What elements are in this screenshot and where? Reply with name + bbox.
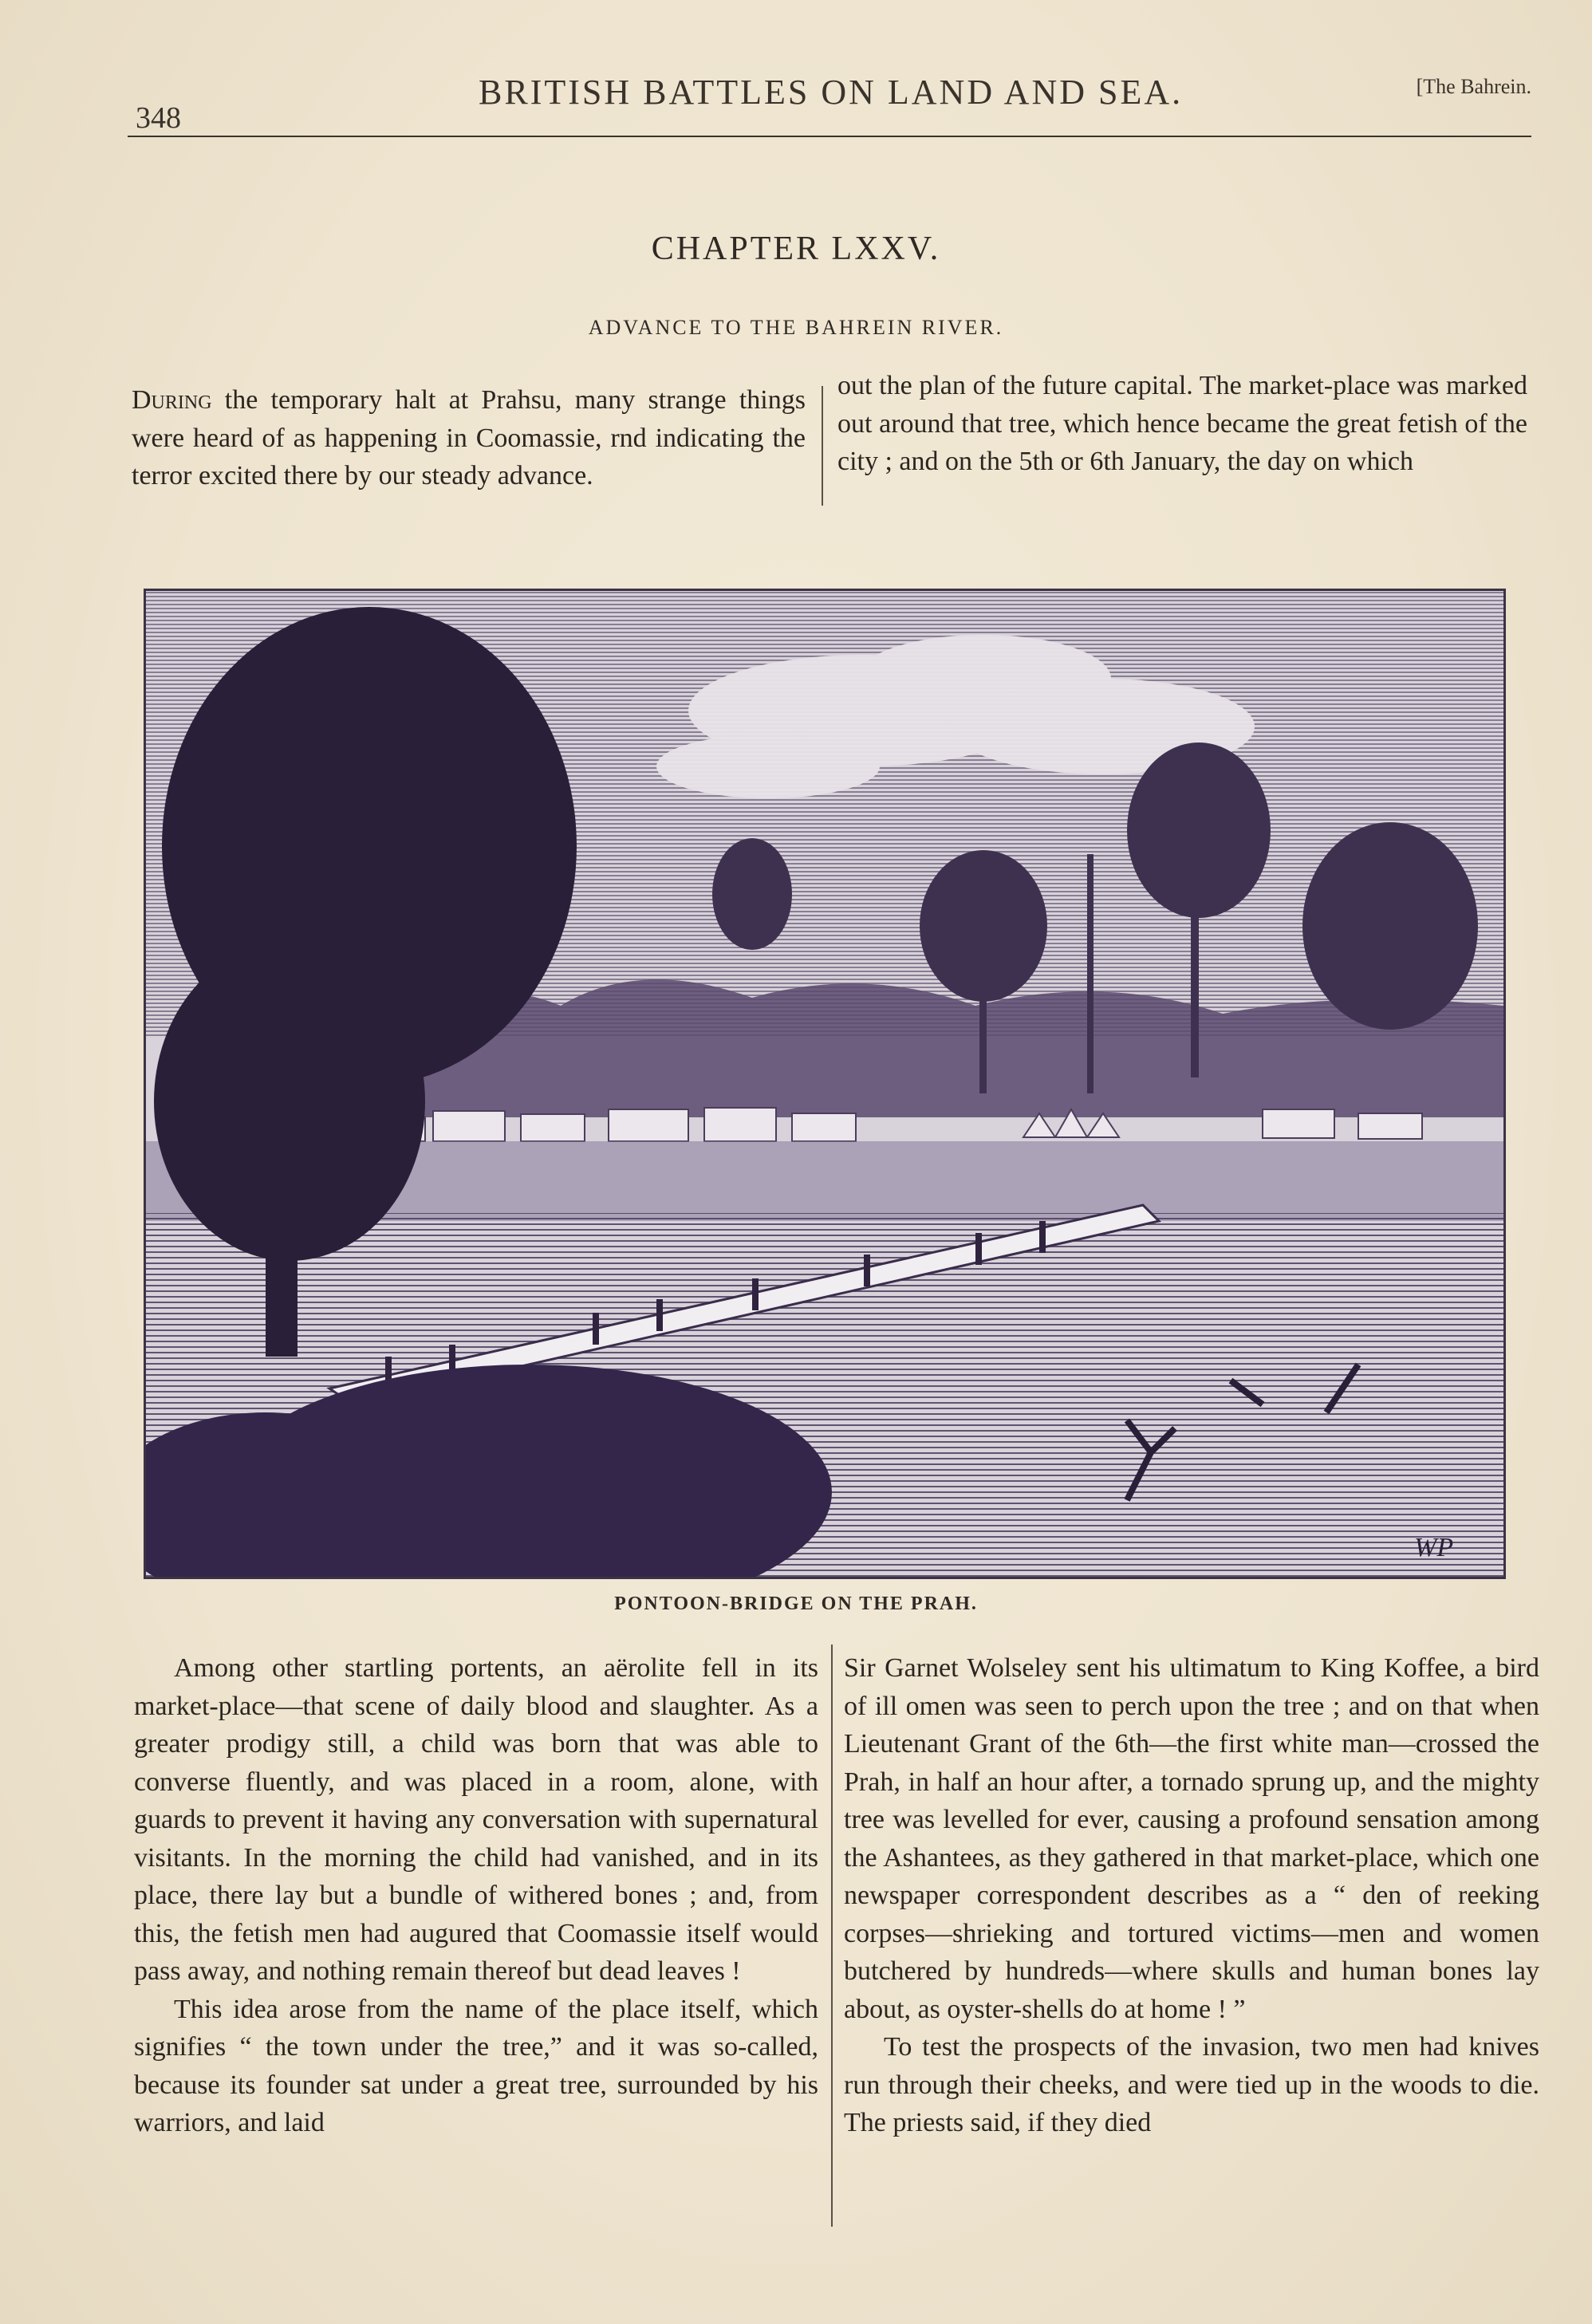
running-title: BRITISH BATTLES ON LAND AND SEA. xyxy=(479,73,1184,112)
paragraph: Sir Garnet Wolseley sent his ultimatum to King Koffee, a bird of ill omen was seen to perch upon the tree ; and on that when Lieutenant Grant of the 6th—the first white man—crossed the Prah, in half an hour after, a tornado sprung up, and the mighty tree was levelled for ever, causing a profound sensation among the Ashantees, as they gathered in that market-place, which one newspaper correspondent describes as a “ den of reeking corpses—shrieking and tortured victims—men and women butchered by hundreds—where skulls and human bones lay about, as oyster-shells do at home ! ” xyxy=(844,1653,1539,2024)
header-rule xyxy=(128,136,1531,137)
page-header xyxy=(128,72,1531,144)
chapter-subtitle: ADVANCE TO THE BAHREIN RIVER. xyxy=(588,316,1004,339)
column-divider xyxy=(822,386,823,506)
paragraph: To test the prospects of the invasion, two men had knives run through their cheeks, and were tied up in the woods to die. The priests said, if they died xyxy=(844,2032,1539,2137)
paragraph: This idea arose from the name of the place itself, which signifies “ the town under the tree,” and it was so-called, because its founder sat under a great tree, surrounded by his warriors, and laid xyxy=(134,1994,818,2137)
chapter-title: CHAPTER LXXV. xyxy=(651,230,941,267)
page-number: 348 xyxy=(136,101,181,135)
illustration-caption: PONTOON-BRIDGE ON THE PRAH. xyxy=(614,1593,978,1614)
paragraph: Among other startling portents, an aërolite fell in its market-place—that scene of daily blood and slaughter. As a greater prodigy still, a child was born that was able to converse fluently, and was placed in a room, alone, with guards to prevent it having any conversation with supernatural visitants. In the morning the child had vanished, and in its place, there lay but a bundle of withered bones ; and, from this, the fetish men had augured that Coomassie itself would pass away, and nothing remain thereof but dead leaves ! xyxy=(134,1653,818,1986)
paragraph-text: the temporary halt at Prahsu, many strange things were heard of as happening in Coomassie, rnd indicating the terror excited there by our steady advance. xyxy=(132,385,806,490)
pontoon-bridge-engraving xyxy=(146,591,1503,1577)
lead-word: During xyxy=(132,385,212,415)
paragraph-text: out the plan of the future capital. The market-place was marked out around that tree, which hence became the great fetish of the city ; and on the 5th or 6th January, the day on which xyxy=(837,371,1527,476)
column-bottom-right xyxy=(844,1649,1539,2142)
paragraph xyxy=(132,381,806,495)
running-section: [The Bahrein. xyxy=(1416,75,1531,98)
column-bottom-left xyxy=(134,1649,818,2142)
column-top-right xyxy=(837,367,1527,481)
engraving-illustration xyxy=(144,589,1506,1579)
artist-signature: WP xyxy=(1414,1533,1454,1562)
column-divider xyxy=(831,1645,833,2227)
column-top-left xyxy=(132,381,806,495)
